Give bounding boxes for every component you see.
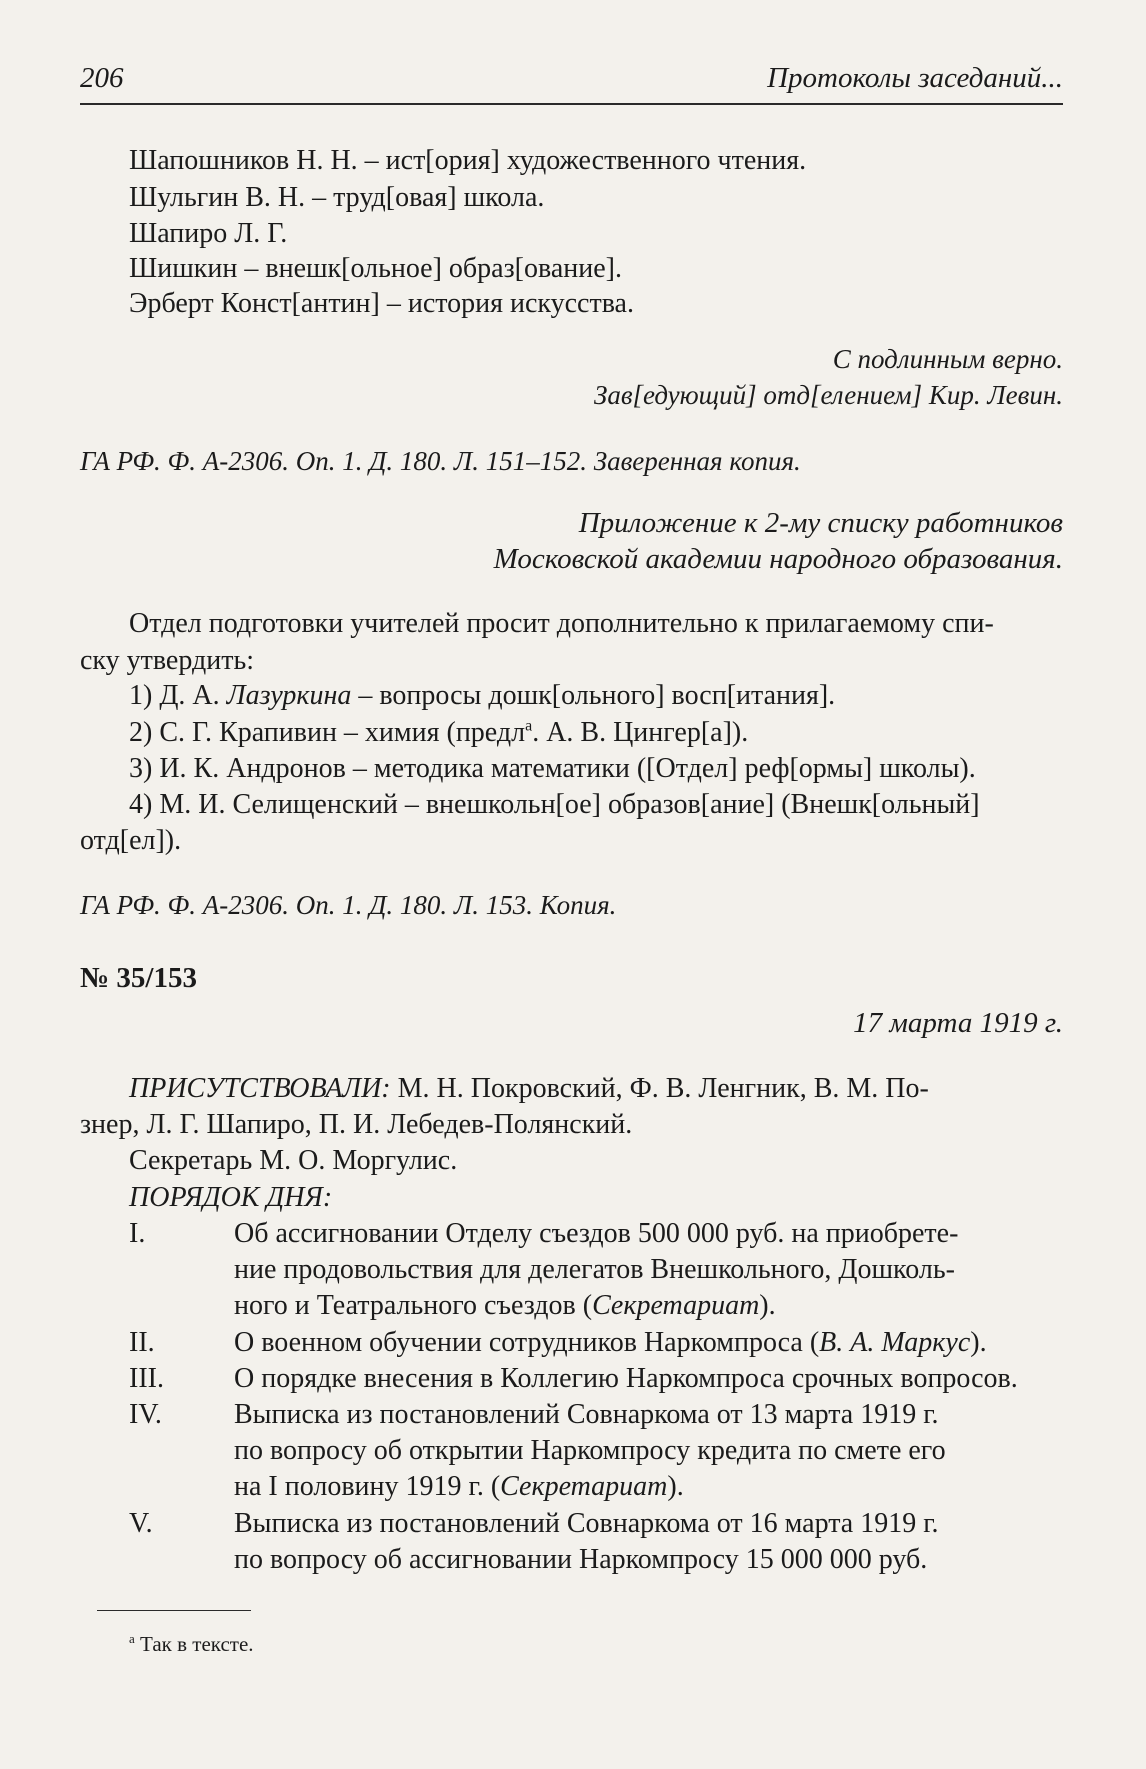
paragraph-line [129, 608, 1063, 640]
agenda-item-line: по вопросу об ассигновании Наркомпросу 15 000 000 руб. [234, 1544, 928, 1575]
agenda-item-line: О порядке внесения в Коллегию Наркомпроса срочных вопросов. [234, 1363, 1018, 1394]
certification-signature: Зав[едующий] отд[елением] Кир. Левин. [593, 380, 1063, 410]
appendix-item: 2) С. Г. Крапивин – химия (предл$^а$. А. В. Цингер[а]). [129, 717, 749, 748]
appendix-title: Приложение к 2-му списку работников [578, 507, 1063, 539]
agenda-item-line: ного и Театрального съездов (Секретариат). [234, 1290, 776, 1321]
agenda-item-line: О военном обучении сотрудников Наркомпроса (В. А. Маркус). [234, 1327, 987, 1358]
agenda-label: ПОРЯДОК ДНЯ: [129, 1182, 333, 1213]
appendix-item: 1) Д. А. Лазуркина – вопросы дошк[ольного] восп[итания]. [129, 680, 836, 711]
archive-reference: ГА РФ. Ф. А-2306. Оп. 1. Д. 180. Л. 151–152. Заверенная копия. [80, 446, 801, 476]
list-item: Шапошников Н. Н. – ист[ория] художественного чтения. [129, 145, 807, 176]
agenda-numeral: IV. [129, 1399, 162, 1430]
certification-line: С подлинным верно. [832, 344, 1063, 374]
footnote-text: Так в тексте. [134, 1632, 254, 1656]
appendix-item: отд[ел]). [80, 825, 182, 856]
list-item: Шишкин – внешк[ольное] образ[ование]. [129, 253, 622, 284]
header-rule [80, 103, 1063, 105]
running-title: Протоколы заседаний... [767, 62, 1063, 94]
attendance-line: знер, Л. Г. Шапиро, П. И. Лебедев-Полянский. [80, 1109, 633, 1140]
person-name: Лазуркина [226, 680, 352, 711]
footnote-rule [97, 1610, 251, 1611]
attendance-label: ПРИСУТСТВОВАЛИ: [129, 1073, 391, 1104]
agenda-numeral: III. [129, 1363, 164, 1394]
paragraph-line: ску утвердить: [80, 645, 255, 676]
attendance-line: ПРИСУТСТВОВАЛИ: М. Н. Покровский, Ф. В. Ленгник, В. М. По- [129, 1073, 929, 1104]
protocol-number: № 35/153 [80, 962, 197, 994]
footnote-mark: а [525, 717, 533, 735]
agenda-item-line: Об ассигновании Отделу съездов 500 000 руб. на приобрете- [234, 1218, 959, 1249]
agenda-item-line: Выписка из постановлений Совнаркома от 16 марта 1919 г. [234, 1508, 939, 1539]
list-item: Шапиро Л. Г. [129, 218, 288, 249]
agenda-item-line: на I половину 1919 г. (Секретариат). [234, 1471, 684, 1502]
agenda-item-line: по вопросу об открытии Наркомпросу кредита по смете его [234, 1435, 946, 1466]
footnote-mark: а [129, 1631, 135, 1646]
archive-reference: ГА РФ. Ф. А-2306. Оп. 1. Д. 180. Л. 153. Копия. [80, 890, 617, 920]
list-item: Шульгин В. Н. – труд[овая] школа. [129, 182, 545, 213]
agenda-numeral: II. [129, 1327, 155, 1358]
agenda-numeral: V. [129, 1508, 153, 1539]
agenda-item-line: ние продовольствия для делегатов Внешкольного, Дошколь- [234, 1254, 955, 1285]
appendix-item: 4) М. И. Селищенский – внешкольн[ое] образов[ание] (Внешк[ольный] [129, 789, 980, 820]
page-number: 206 [80, 62, 124, 94]
protocol-date: 17 марта 1919 г. [853, 1007, 1063, 1039]
secretary-line: Секретарь М. О. Моргулис. [129, 1145, 458, 1176]
appendix-item: 3) И. К. Андронов – методика математики ([Отдел] реф[ормы] школы). [129, 753, 976, 784]
footnote [129, 1632, 254, 1657]
list-item: Эрберт Конст[антин] – история искусства. [129, 288, 634, 319]
paragraph-text: Отдел подготовки учителей просит дополнительно к прилагаемому спи- [129, 608, 994, 639]
appendix-title: Московской академии народного образования. [493, 543, 1063, 575]
agenda-item-line: Выписка из постановлений Совнаркома от 13 марта 1919 г. [234, 1399, 939, 1430]
agenda-numeral: I. [129, 1218, 146, 1249]
